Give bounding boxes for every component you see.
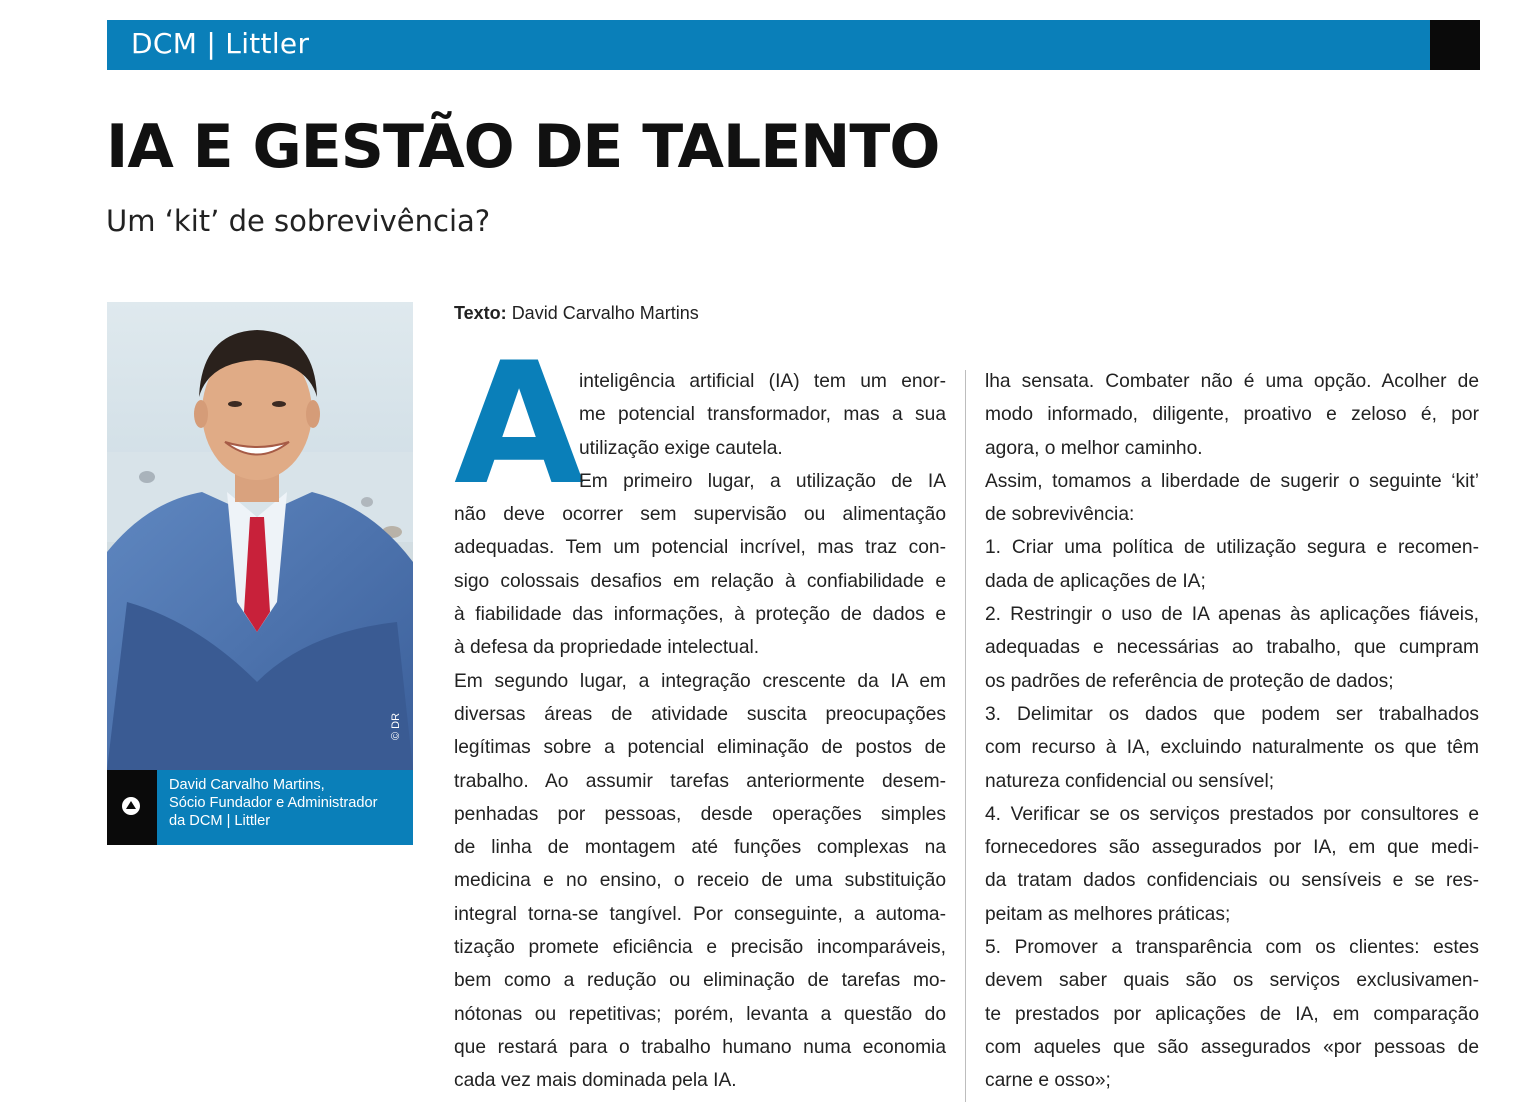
text-line: de linha de montagem até funções complexas na	[454, 837, 946, 859]
drop-cap: A	[454, 326, 585, 522]
text-line: fornecedores são assegurados por IA, em que medi-	[985, 837, 1479, 859]
text-line: sigo colossais desafios em relação à confiabilidade e	[454, 570, 946, 592]
text-line: lha sensata. Combater não é uma opção. Acolher de	[985, 371, 1479, 392]
article-column-left	[454, 365, 946, 1098]
section-label: DCM | Littler	[131, 27, 310, 60]
text-line: diversas áreas de atividade suscita preocupações	[454, 703, 946, 725]
column-divider	[965, 370, 966, 1102]
author-line	[454, 303, 699, 324]
article-subtitle: Um ‘kit’ de sobrevivência?	[106, 204, 491, 238]
text-line: os padrões de referência de proteção de dados;	[985, 670, 1394, 692]
text-line: Assim, tomamos a liberdade de sugerir o seguinte ‘kit’	[985, 470, 1479, 492]
text-line: com aqueles que são assegurados «por pessoas de	[985, 1036, 1479, 1058]
text-line: integral torna-se tangível. Por conseguinte, a automa-	[454, 903, 946, 925]
text-line: com recurso à IA, excluindo naturalmente os que têm	[985, 737, 1479, 759]
section-header-block	[1430, 20, 1480, 70]
text-line: à fiabilidade das informações, à proteção de dados e	[454, 604, 946, 626]
text-line: agora, o melhor caminho.	[985, 437, 1203, 459]
caption-line: David Carvalho Martins,	[169, 777, 325, 793]
text-line: bem como a redução ou eliminação de tarefas mo-	[454, 970, 946, 992]
author-label: Texto:	[454, 303, 507, 323]
text-line: 5. Promover a transparência com os clientes: estes	[985, 937, 1479, 959]
text-line: utilização exige cautela.	[579, 437, 783, 459]
article-column-right	[985, 365, 1479, 1098]
text-line: legítimas sobre a potencial eliminação de postos de	[454, 737, 946, 759]
caption-line: Sócio Fundador e Administrador	[169, 795, 378, 811]
text-line: nótonas ou repetitivas; porém, levanta a questão do	[454, 1003, 946, 1025]
text-line: que restará para o trabalho humano numa economia	[454, 1036, 946, 1058]
text-line: 2. Restringir o uso de IA apenas às aplicações fiáveis,	[985, 604, 1479, 626]
text-line: devem saber quais são os serviços exclusivamen-	[985, 970, 1479, 992]
text-line: não deve ocorrer sem supervisão ou alimentação	[454, 504, 946, 526]
text-line: me potencial transformador, mas a sua	[579, 404, 946, 426]
text-line: tização promete eficiência e precisão incomparáveis,	[454, 937, 946, 959]
text-line: Em segundo lugar, a integração crescente da IA em	[454, 670, 946, 692]
text-line: medicina e no ensino, o receio de uma substituição	[454, 870, 946, 892]
text-line: 4. Verificar se os serviços prestados por consultores e	[985, 803, 1479, 825]
text-line: inteligência artificial (IA) tem um enor-	[579, 371, 946, 392]
text-line: de sobrevivência:	[985, 504, 1135, 526]
text-line: 3. Delimitar os dados que podem ser trabalhados	[985, 703, 1479, 725]
text-line: trabalho. Ao assumir tarefas anteriormente desem-	[454, 770, 946, 792]
text-line: adequadas. Tem um potencial incrível, mas traz con-	[454, 537, 946, 559]
caption-line: da DCM | Littler	[169, 813, 271, 829]
text-line: peitam as melhores práticas;	[985, 903, 1231, 925]
author-name: David Carvalho Martins	[511, 303, 699, 323]
article-title: IA E GESTÃO DE TALENTO	[106, 112, 940, 182]
text-line: cada vez mais dominada pela IA.	[454, 1070, 737, 1092]
photo-caption	[169, 776, 409, 830]
text-line: Em primeiro lugar, a utilização de IA	[579, 470, 946, 492]
text-line: te prestados por aplicações de IA, em comparação	[985, 1003, 1479, 1025]
triangle-up-icon	[121, 796, 141, 816]
text-line: 1. Criar uma política de utilização segura e recomen-	[985, 537, 1479, 559]
text-line: dada de aplicações de IA;	[985, 570, 1206, 592]
text-line: à defesa da propriedade intelectual.	[454, 637, 760, 659]
text-line: adequadas e necessárias ao trabalho, que cumpram	[985, 637, 1479, 659]
text-line: modo informado, diligente, proativo e zeloso é, por	[985, 404, 1479, 426]
text-line: da tratam dados confidenciais ou sensíveis e se res-	[985, 870, 1479, 892]
author-photo	[107, 302, 413, 770]
text-line: carne e osso»;	[985, 1070, 1111, 1092]
text-line: natureza confidencial ou sensível;	[985, 770, 1275, 792]
text-line: penhadas por pessoas, desde operações simples	[454, 803, 946, 825]
photo-copyright: © DR	[390, 712, 402, 740]
